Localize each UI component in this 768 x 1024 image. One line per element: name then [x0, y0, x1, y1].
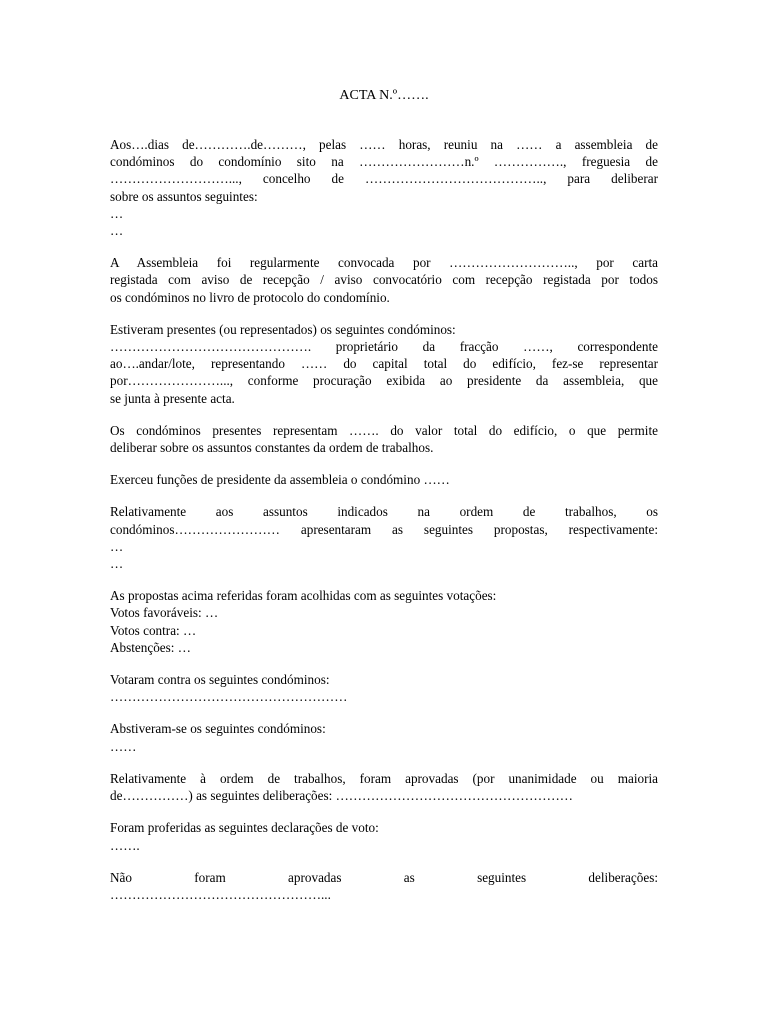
paragraph: [110, 587, 658, 656]
text-line: …….: [110, 837, 140, 853]
text-line: ………………………..., concelho de ………………………………….., para deliberar: [110, 171, 658, 187]
text-line: condóminos…………………… apresentaram as seguintes propostas, respectivamente:: [110, 521, 658, 537]
paragraph: [110, 671, 658, 705]
paragraph: [110, 503, 658, 572]
text-line: …: [110, 205, 124, 221]
text-line: Os condóminos presentes representam ……. do valor total do edifício, o que permite: [110, 422, 658, 438]
paragraph: [110, 254, 658, 306]
text-line: Exerceu funções de presidente da assembleia o condómino ……: [110, 472, 450, 488]
text-line: Estiveram presentes (ou representados) os seguintes condóminos:: [110, 321, 456, 337]
text-line: Votos contra: …: [110, 622, 197, 638]
text-line: Aos….dias de………….de………, pelas …… horas, reuniu na …… a assembleia de: [110, 137, 658, 152]
text-line: Votaram contra os seguintes condóminos:: [110, 672, 330, 688]
text-line: As propostas acima referidas foram acolhidas com as seguintes votações:: [110, 588, 497, 604]
text-line: ………………………………………. proprietário da fracção ……, correspondente: [110, 339, 658, 355]
text-line: …: [110, 538, 124, 554]
paragraph: [110, 720, 658, 754]
paragraph: [110, 471, 658, 488]
text-line: ……: [110, 738, 137, 754]
text-line: os condóminos no livro de protocolo do condomínio.: [110, 289, 390, 305]
document-title: ACTA N.º…….: [339, 88, 429, 103]
text-line: …: [110, 223, 124, 239]
text-line: Foram proferidas as seguintes declarações de voto:: [110, 820, 379, 836]
text-line: condóminos do condomínio sito na ……………………n.º ……………., freguesia de: [110, 154, 658, 170]
text-line: ………………………………………………: [110, 689, 348, 705]
text-line: ao….andar/lote, representando …… do capital total do edifício, fez-se representar: [110, 356, 658, 372]
paragraph: [110, 321, 658, 407]
document-body: [110, 136, 658, 918]
paragraph: [110, 136, 658, 239]
paragraph: [110, 422, 658, 456]
text-line: sobre os assuntos seguintes:: [110, 188, 258, 204]
text-line: por…………………..., conforme procuração exibida ao presidente da assembleia, que: [110, 373, 658, 389]
text-line: Abstiveram-se os seguintes condóminos:: [110, 721, 326, 737]
text-line: …: [110, 556, 124, 572]
text-line: Abstenções: …: [110, 639, 191, 655]
paragraph: [110, 869, 658, 903]
text-line: se junta à presente acta.: [110, 390, 235, 406]
text-line: A Assembleia foi regularmente convocada por ……………………….., por carta: [110, 255, 658, 271]
text-line: deliberar sobre os assuntos constantes da ordem de trabalhos.: [110, 440, 434, 456]
text-line: registada com aviso de recepção / aviso convocatório com recepção registada por todos: [110, 272, 658, 288]
text-line: de……………) as seguintes deliberações: ………………………………………………: [110, 788, 573, 804]
text-line: Relativamente à ordem de trabalhos, foram aprovadas (por unanimidade ou maioria: [110, 770, 658, 786]
paragraph: [110, 819, 658, 853]
paragraph: [110, 770, 658, 804]
text-line: Relativamente aos assuntos indicados na ordem de trabalhos, os: [110, 504, 658, 520]
text-line: Votos favoráveis: …: [110, 605, 219, 621]
text-line: …………………………………………...: [110, 886, 331, 902]
text-line: Não foram aprovadas as seguintes deliberações:: [110, 869, 658, 885]
